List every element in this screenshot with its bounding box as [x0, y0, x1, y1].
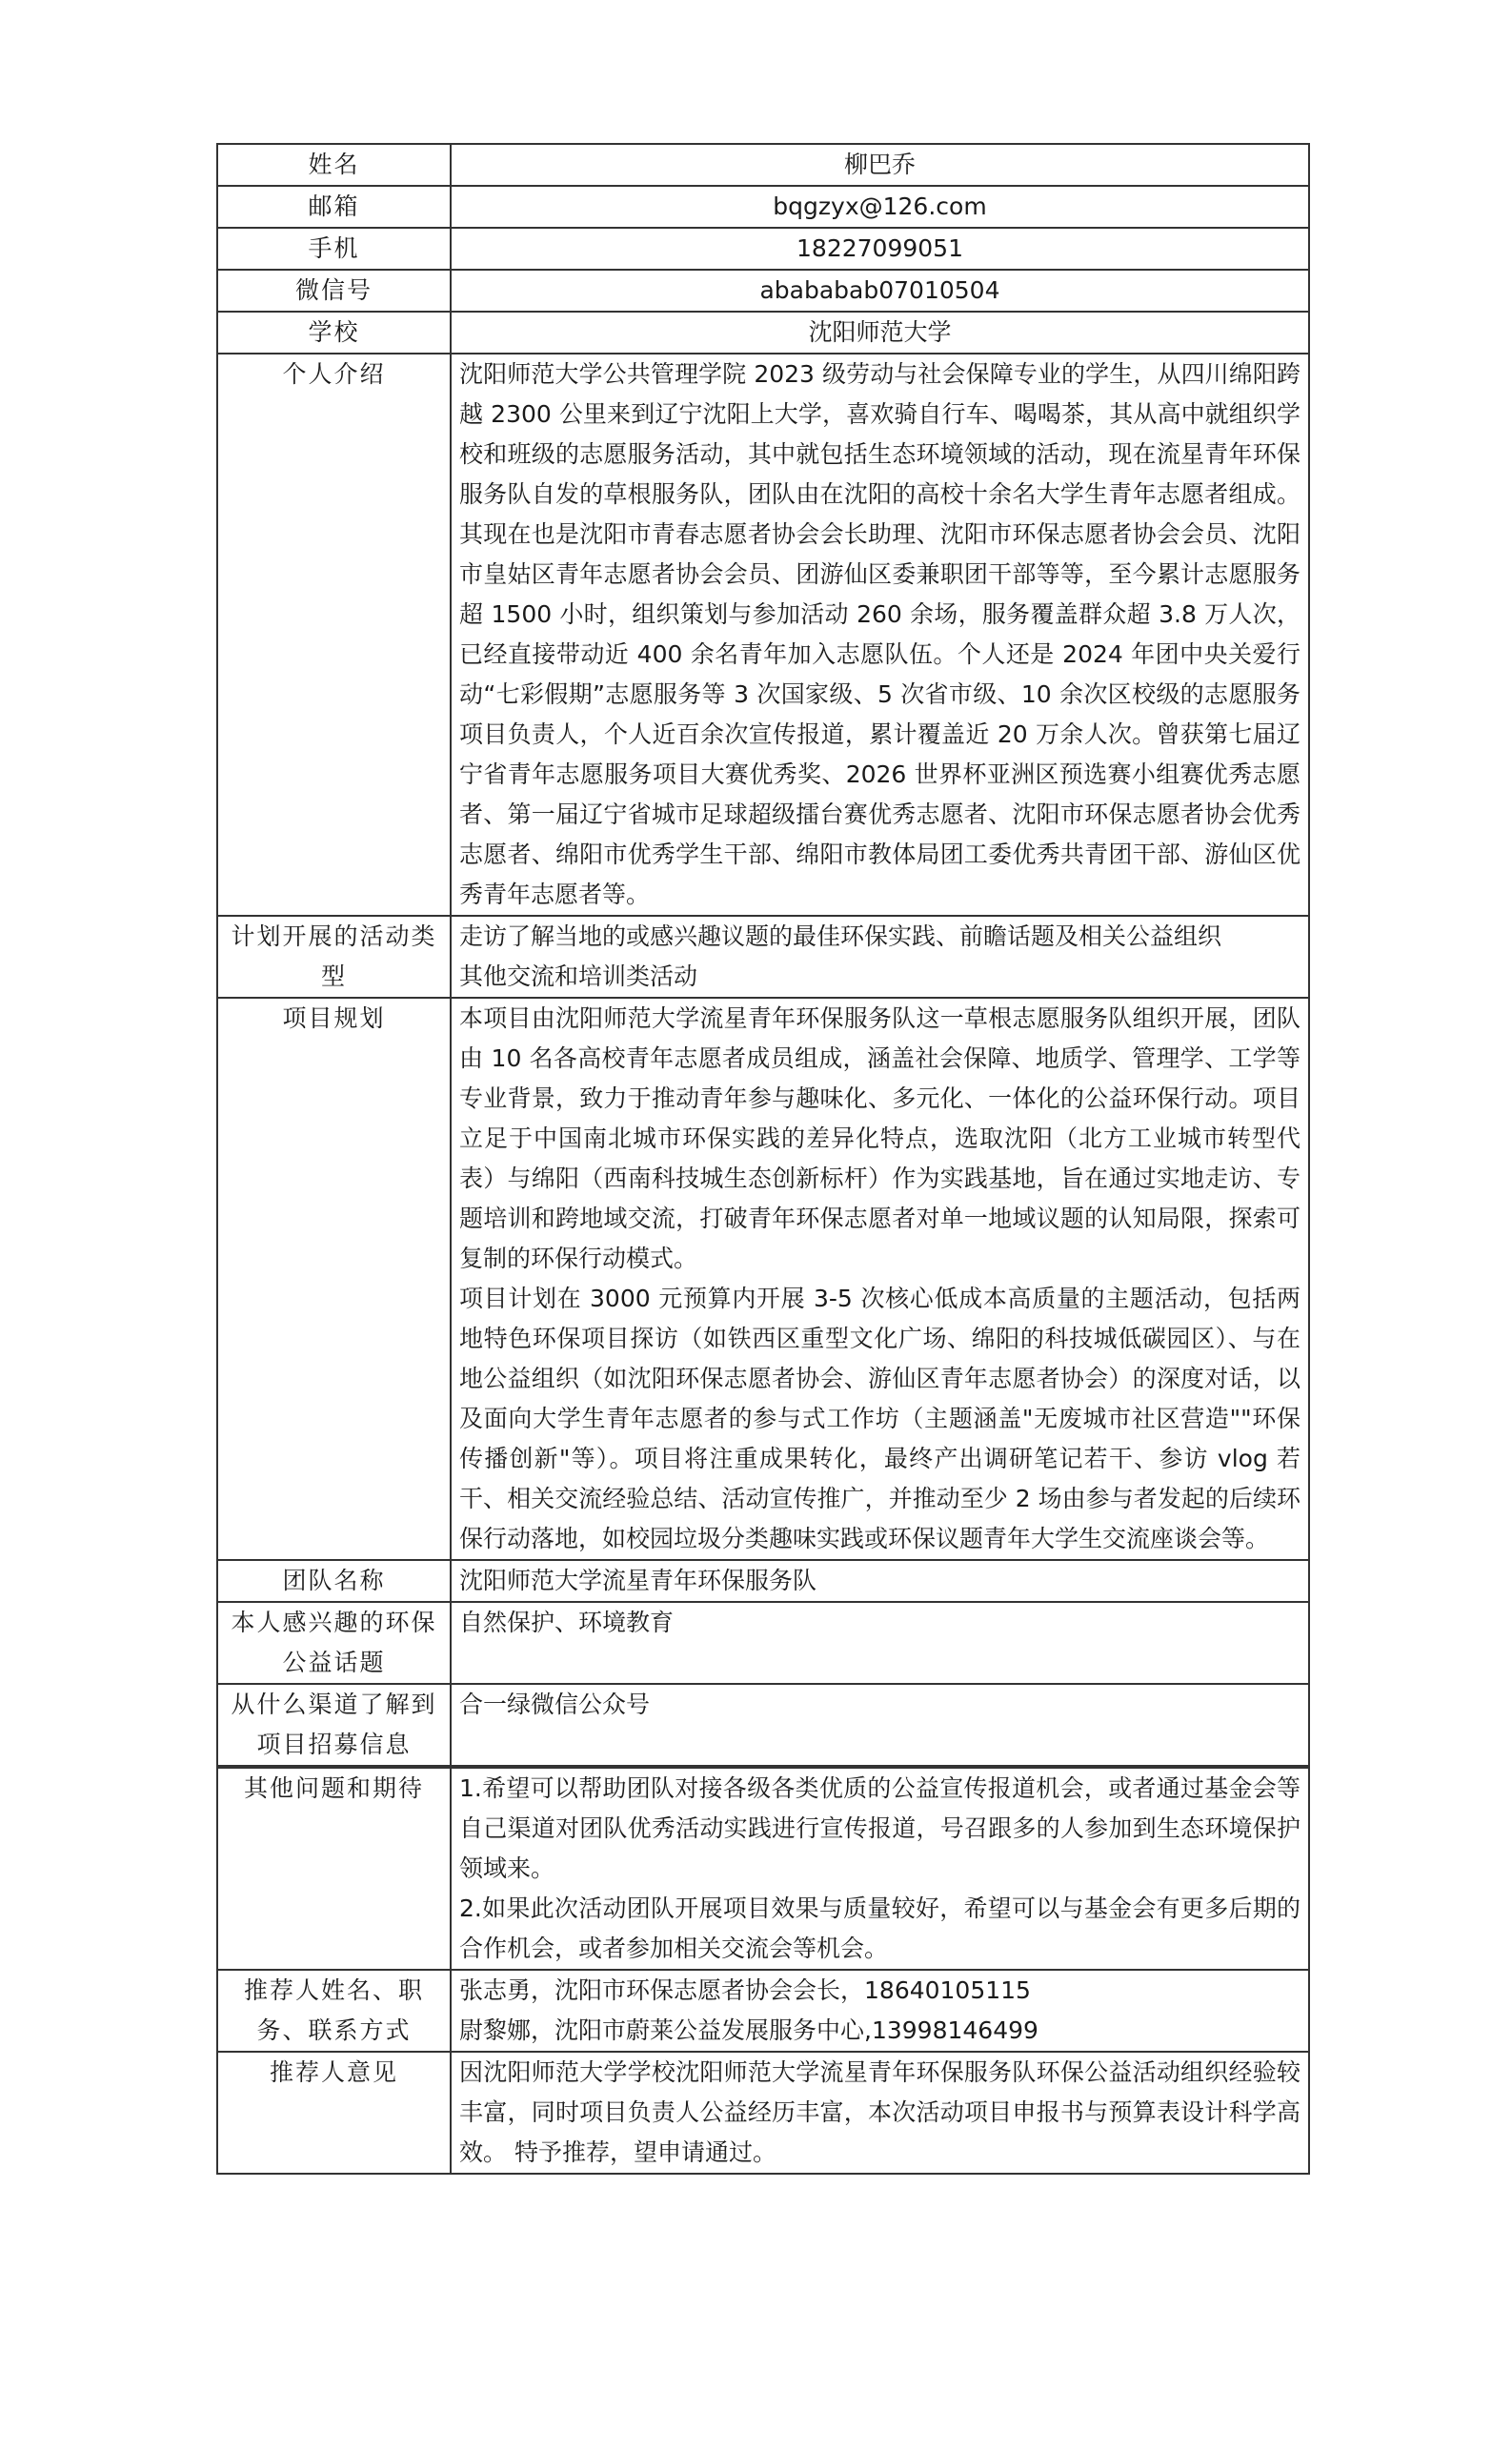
channel-value: 合一绿微信公众号 — [451, 1684, 1309, 1767]
phone-value: 18227099051 — [451, 228, 1309, 270]
table-row — [217, 1970, 1309, 2052]
email-label: 邮箱 — [217, 186, 451, 228]
school-label: 学校 — [217, 312, 451, 354]
referee-line: 尉黎娜，沈阳市蔚莱公益发展服务中心,13998146499 — [459, 2016, 1038, 2044]
expect-paragraph: 1.希望可以帮助团队对接各级各类优质的公益宣传报道机会，或者通过基金会等自己渠道对团队优秀活动实践进行宣传报道，号召跟多的人参加到生态环境保护领域来。 — [459, 1774, 1300, 1882]
activity-line: 走访了解当地的或感兴趣议题的最佳环保实践、前瞻话题及相关公益组织 — [459, 922, 1222, 950]
table-row — [217, 144, 1309, 186]
table-row — [217, 228, 1309, 270]
application-form-table — [216, 143, 1310, 2175]
team-label: 团队名称 — [217, 1560, 451, 1602]
plan-paragraph: 项目计划在 3000 元预算内开展 3-5 次核心低成本高质量的主题活动，包括两地特色环保项目探访（如铁西区重型文化广场、绵阳的科技城低碳园区）、与在地公益组织（如沈阳环保志愿者协会、游仙区青年志愿者协会）的深度对话，以及面向大学生青年志愿者的参与式工作坊（主题涵盖"无废城市社区营造""环保传播创新"等）。项目将注重成果转化，最终产出调研笔记若干、参访 vlog 若干、相关交流经验总结、活动宣传推广，并推动至少 2 场由参与者发起的后续环保行动落地，如校园垃圾分类趣味实践或环保议题青年大学生交流座谈会等。 — [459, 1285, 1300, 1552]
team-value: 沈阳师范大学流星青年环保服务队 — [451, 1560, 1309, 1602]
activity-label: 计划开展的活动类型 — [217, 916, 451, 998]
table-row — [217, 1602, 1309, 1684]
name-value: 柳巴乔 — [451, 144, 1309, 186]
table-row — [217, 186, 1309, 228]
referee-line: 张志勇，沈阳市环保志愿者协会会长，18640105115 — [459, 1976, 1031, 2004]
email-value: bqgzyx@126.com — [451, 186, 1309, 228]
table-row — [217, 916, 1309, 998]
opinion-label: 推荐人意见 — [217, 2052, 451, 2174]
topic-label: 本人感兴趣的环保公益话题 — [217, 1602, 451, 1684]
table-row — [217, 1767, 1309, 1970]
topic-value: 自然保护、环境教育 — [451, 1602, 1309, 1684]
table-row — [217, 270, 1309, 312]
wechat-value: abababab07010504 — [451, 270, 1309, 312]
table-row — [217, 1560, 1309, 1602]
table-row — [217, 1684, 1309, 1767]
table-row — [217, 312, 1309, 354]
activity-line: 其他交流和培训类活动 — [459, 962, 698, 990]
intro-label: 个人介绍 — [217, 354, 451, 916]
opinion-text: 因沈阳师范大学学校沈阳师范大学流星青年环保服务队环保公益活动组织经验较丰富，同时项目负责人公益经历丰富，本次活动项目申报书与预算表设计科学高效。 特予推荐，望申请通过。 — [459, 2058, 1300, 2166]
name-label: 姓名 — [217, 144, 451, 186]
table-row — [217, 998, 1309, 1560]
wechat-label: 微信号 — [217, 270, 451, 312]
expect-label: 其他问题和期待 — [217, 1767, 451, 1970]
plan-paragraph: 本项目由沈阳师范大学流星青年环保服务队这一草根志愿服务队组织开展，团队由 10 名各高校青年志愿者成员组成，涵盖社会保障、地质学、管理学、工学等专业背景，致力于推动青年参与趣味化、多元化、一体化的公益环保行动。项目立足于中国南北城市环保实践的差异化特点，选取沈阳（北方工业城市转型代表）与绵阳（西南科技城生态创新标杆）作为实践基地，旨在通过实地走访、专题培训和跨地域交流，打破青年环保志愿者对单一地域议题的认知局限，探索可复制的环保行动模式。 — [459, 1004, 1300, 1272]
school-value: 沈阳师范大学 — [451, 312, 1309, 354]
expect-paragraph: 2.如果此次活动团队开展项目效果与质量较好，希望可以与基金会有更多后期的合作机会，或者参加相关交流会等机会。 — [459, 1894, 1300, 1962]
channel-label: 从什么渠道了解到项目招募信息 — [217, 1684, 451, 1767]
plan-label: 项目规划 — [217, 998, 451, 1560]
referee-label: 推荐人姓名、职务、联系方式 — [217, 1970, 451, 2052]
intro-text: 沈阳师范大学公共管理学院 2023 级劳动与社会保障专业的学生，从四川绵阳跨越 2300 公里来到辽宁沈阳上大学，喜欢骑自行车、喝喝茶，其从高中就组织学校和班级的志愿服务活动，其中就包括生态环境领域的活动，现在流星青年环保服务队自发的草根服务队，团队由在沈阳的高校十余名大学生青年志愿者组成。其现在也是沈阳市青春志愿者协会会长助理、沈阳市环保志愿者协会会员、沈阳市皇姑区青年志愿者协会会员、团游仙区委兼职团干部等等，至今累计志愿服务超 1500 小时，组织策划与参加活动 260 余场，服务覆盖群众超 3.8 万人次，已经直接带动近 400 余名青年加入志愿队伍。个人还是 2024 年团中央关爱行动“七彩假期”志愿服务等 3 次国家级、5 次省市级、10 余次区校级的志愿服务项目负责人，个人近百余次宣传报道，累计覆盖近 20 万余人次。曾获第七届辽宁省青年志愿服务项目大赛优秀奖、2026 世界杯亚洲区预选赛小组赛优秀志愿者、第一届辽宁省城市足球超级擂台赛优秀志愿者、沈阳市环保志愿者协会优秀志愿者、绵阳市优秀学生干部、绵阳市教体局团工委优秀共青团干部、游仙区优秀青年志愿者等。 — [459, 360, 1300, 908]
table-row — [217, 2052, 1309, 2174]
table-row — [217, 354, 1309, 916]
phone-label: 手机 — [217, 228, 451, 270]
